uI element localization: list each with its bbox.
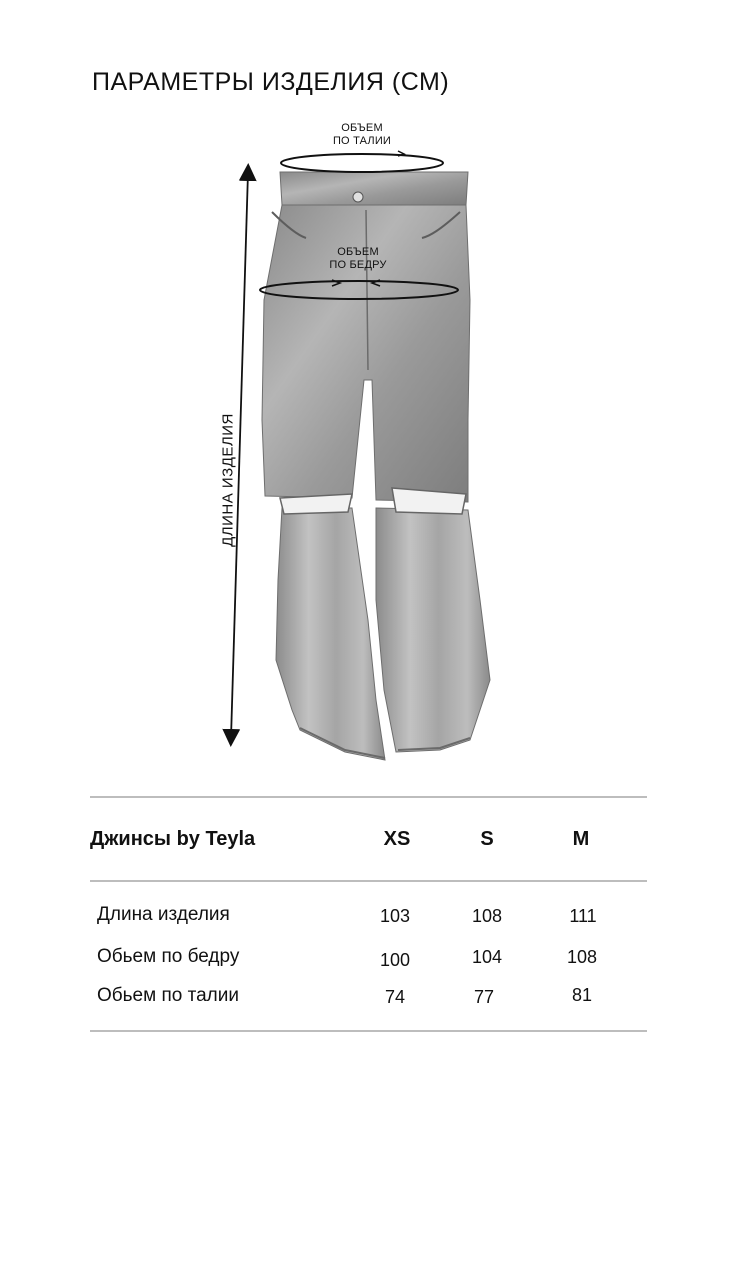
value-xs: 100 xyxy=(379,950,411,970)
value-s: 104 xyxy=(471,947,503,967)
value-m: 111 xyxy=(569,906,597,926)
waist-label-line2: ПО ТАЛИИ xyxy=(332,135,392,147)
size-header-m: M xyxy=(572,828,590,850)
hip-label xyxy=(308,246,408,272)
table-header-divider xyxy=(90,880,647,882)
hip-label-line2: ПО БЕДРУ xyxy=(329,259,387,271)
waist-measure-icon xyxy=(281,151,443,172)
value-xs: 103 xyxy=(379,906,411,926)
value-m: 81 xyxy=(571,985,593,1005)
waist-label-line1: ОБЪЕМ xyxy=(341,122,383,134)
product-name: Джинсы by Teyla xyxy=(90,828,256,850)
length-label: ДЛИНА ИЗДЕЛИЯ xyxy=(219,413,237,547)
table-bottom-divider xyxy=(90,1030,647,1032)
size-header-xs: XS xyxy=(383,828,411,850)
waist-label xyxy=(312,122,412,148)
page-title: ПАРАМЕТРЫ ИЗДЕЛИЯ (СМ) xyxy=(92,68,450,96)
hip-label-line1: ОБЪЕМ xyxy=(337,246,379,258)
row-label: Длина изделия xyxy=(97,904,230,925)
value-s: 108 xyxy=(471,906,503,926)
value-m: 108 xyxy=(566,947,598,967)
size-header-s: S xyxy=(480,828,494,850)
row-label: Обьем по бедру xyxy=(97,946,240,967)
table-top-divider xyxy=(90,796,647,798)
value-s: 77 xyxy=(473,987,495,1007)
row-label: Обьем по талии xyxy=(97,985,239,1006)
value-xs: 74 xyxy=(384,987,406,1007)
